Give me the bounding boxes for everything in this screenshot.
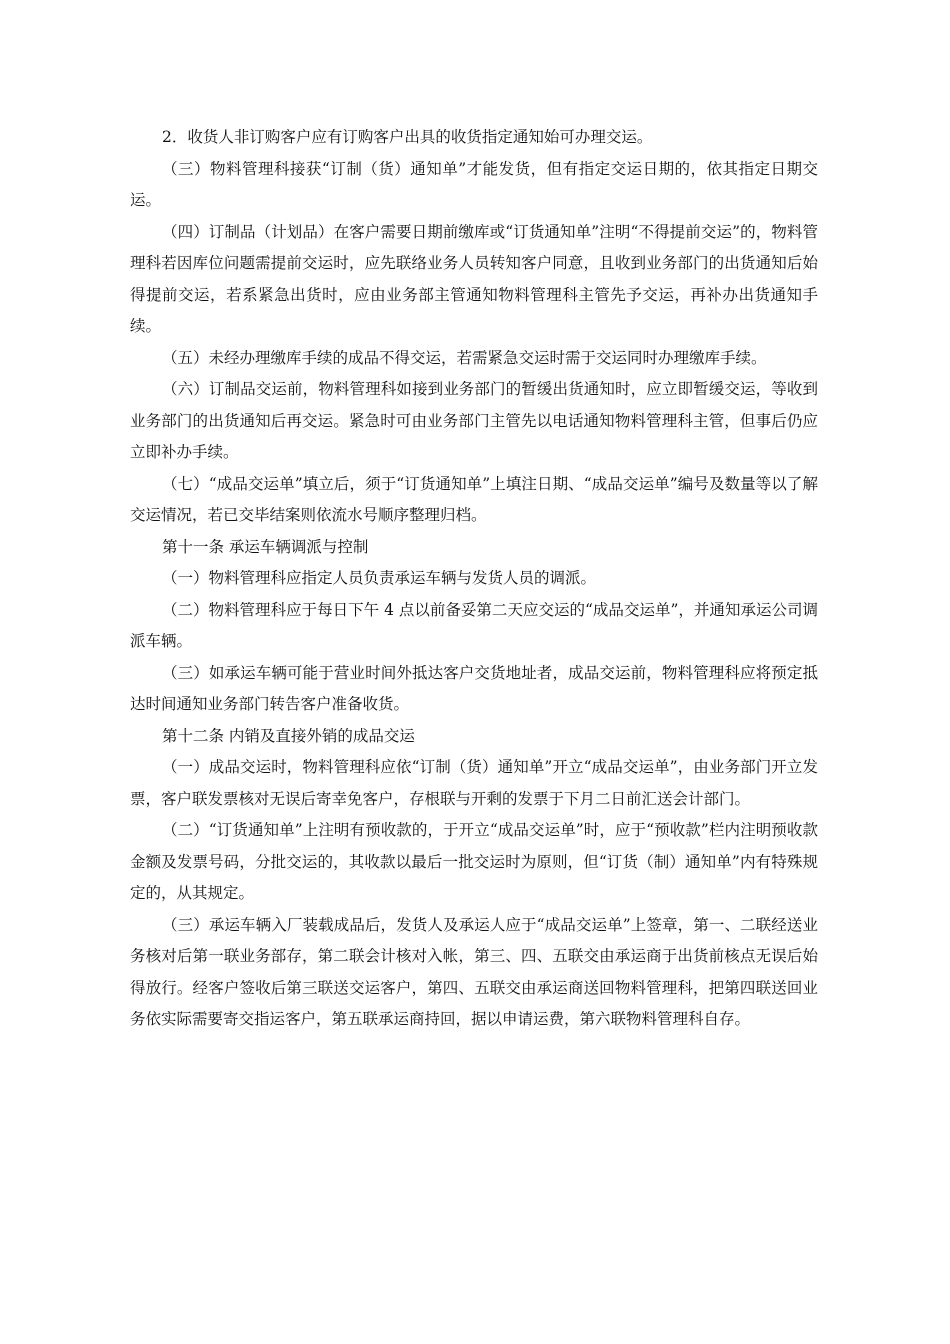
article-12-clause-1: （一）成品交运时，物料管理科应依“订制（货）通知单”开立“成品交运单”，由业务部门开立发票，客户联发票核对无误后寄幸免客户，存根联与开剩的发票于下月二日前汇送会计部门。	[130, 758, 818, 808]
article-11-clause-3: （三）如承运车辆可能于营业时间外抵达客户交货地址者，成品交运前，物料管理科应将预定抵达时间通知业务部门转告客户准备收货。	[130, 663, 818, 713]
paragraph-section-7: （七）“成品交运单”填立后，须于“订货通知单”上填注日期、“成品交运单”编号及数量等以了解交运情况，若已交毕结案则依流水号顺序整理归档。	[130, 474, 818, 524]
paragraph-section-4: （四）订制品（计划品）在客户需要日期前缴库或“订货通知单”注明“不得提前交运”的，物料管理科若因库位问题需提前交运时，应先联络业务人员转知客户同意，且收到业务部门的出货通知后始得提前交运，若系紧急出货时，应由业务部主管通知物料管理科主管先予交运，再补办出货通知手续。	[130, 222, 818, 335]
article-12-clause-3: （三）承运车辆入厂装载成品后，发货人及承运人应于“成品交运单”上签章，第一、二联经送业务核对后第一联业务部存，第二联会计核对入帐，第三、四、五联交由承运商于出货前核点无误后始得放行。经客户签收后第三联送交运客户，第四、五联交由承运商送回物料管理科，把第四联送回业务依实际需要寄交指运客户，第五联承运商持回，据以申请运费，第六联物料管理科自存。	[130, 915, 818, 1028]
article-11-clause-2: （二）物料管理科应于每日下午 4 点以前备妥第二天应交运的“成品交运单”，并通知承运公司调派车辆。	[130, 600, 818, 650]
paragraph-section-6: （六）订制品交运前，物料管理科如接到业务部门的暂缓出货通知时，应立即暂缓交运，等收到业务部门的出货通知后再交运。紧急时可由业务部门主管先以电话通知物料管理科主管，但事后仍应立即补办手续。	[130, 380, 818, 461]
article-12-clause-2: （二）“订货通知单”上注明有预收款的，于开立“成品交运单”时，应于“预收款”栏内注明预收款金额及发票号码，分批交运的，其收款以最后一批交运时为原则，但“订货（制）通知单”内有特殊规定的，从其规定。	[130, 821, 818, 902]
article-11-clause-1: （一）物料管理科应指定人员负责承运车辆与发货人员的调派。	[162, 569, 597, 587]
paragraph-section-5: （五）未经办理缴库手续的成品不得交运，若需紧急交运时需于交运同时办理缴库手续。	[162, 348, 767, 367]
paragraph-section-3: （三）物料管理科接获“订制（货）通知单”才能发货，但有指定交运日期的，依其指定日期交运。	[130, 159, 818, 209]
document-body	[130, 122, 818, 1036]
article-11-heading: 第十一条 承运车辆调派与控制	[162, 537, 369, 556]
article-12-heading: 第十二条 内销及直接外销的成品交运	[162, 726, 415, 745]
paragraph-item-2: 2．收货人非订购客户应有订购客户出具的收货指定通知始可办理交运。	[162, 128, 653, 146]
